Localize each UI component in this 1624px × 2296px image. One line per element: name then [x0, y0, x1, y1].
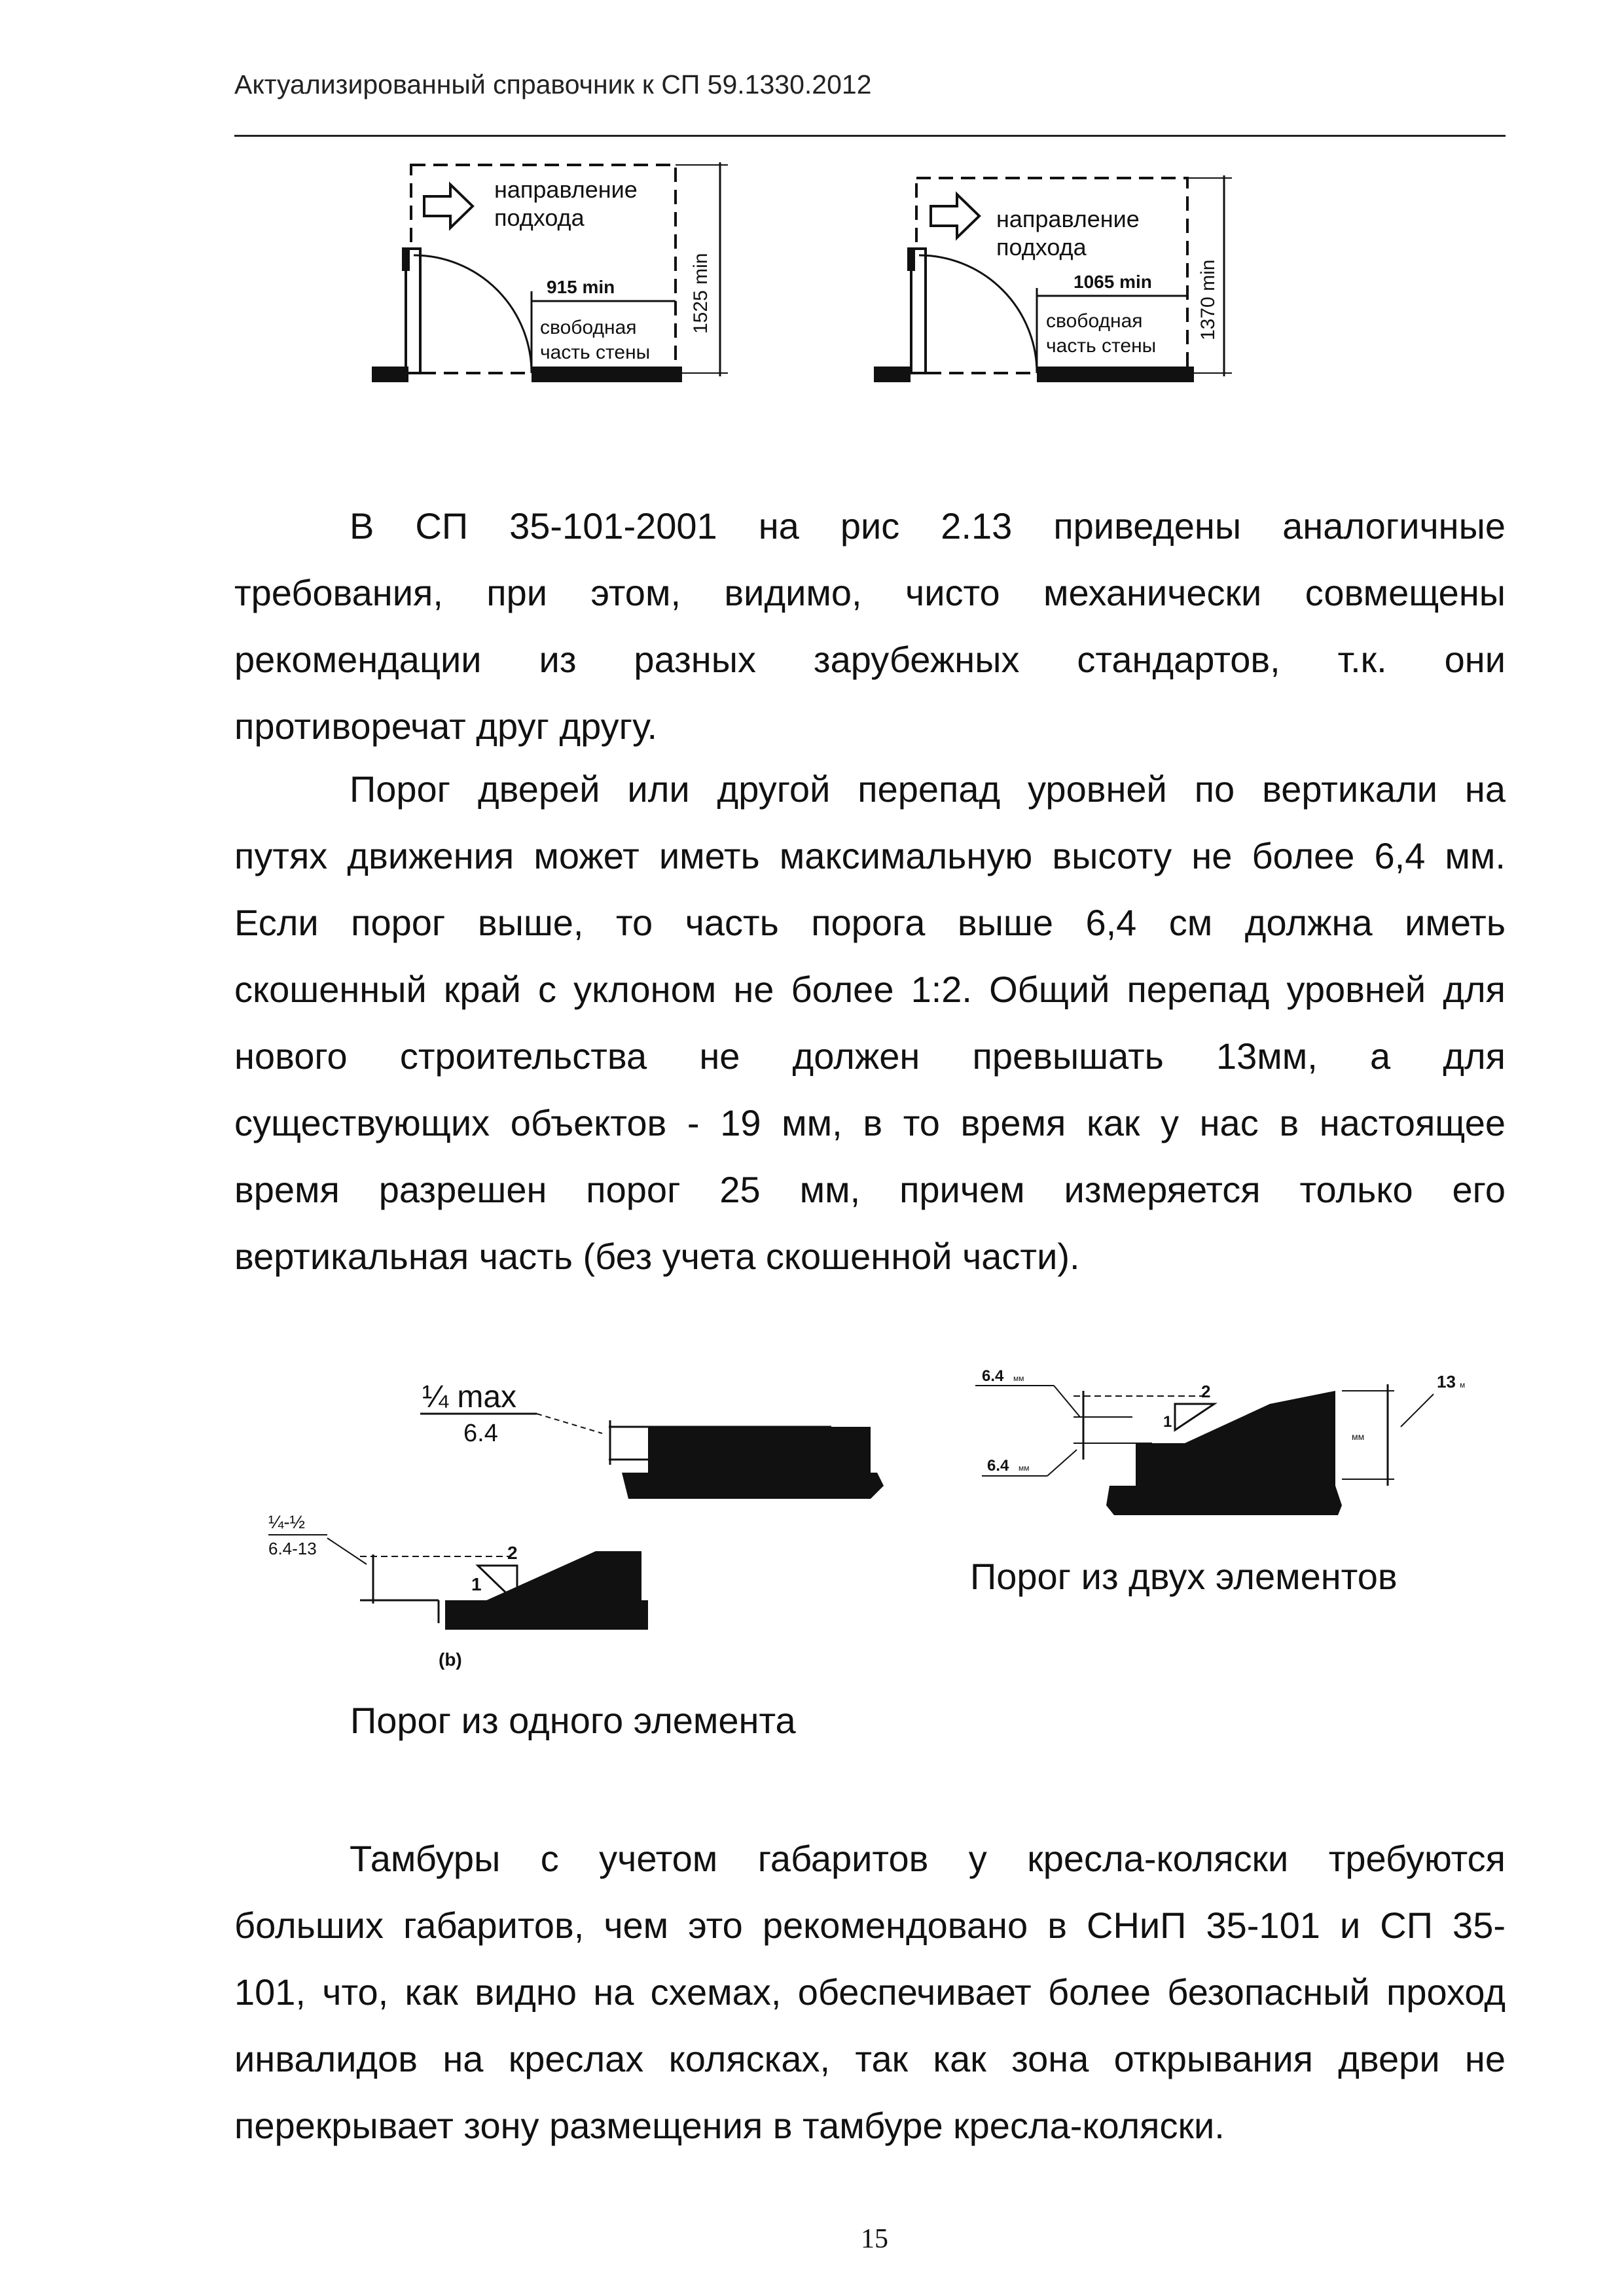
text-line: В СП 35-101-2001 на рис 2.13 приведены аналогичные: [350, 505, 1506, 547]
bottom-dim-label: 6.4: [987, 1457, 1009, 1475]
direction-label: направление: [996, 206, 1140, 232]
text-line: время разрешен порог 25 мм, причем измеряется только его: [234, 1169, 1506, 1210]
text-line: противоречат друг другу.: [234, 706, 658, 747]
text-line: вертикальная часть (без учета скошенной части).: [234, 1236, 1080, 1277]
paragraph-3: [234, 1825, 1506, 2159]
free-wall-label: часть стены: [540, 342, 651, 363]
slope-run: 2: [1201, 1382, 1211, 1401]
bottom-unit-label: мм: [1019, 1463, 1030, 1473]
header-rule: [234, 135, 1506, 137]
page-number: 15: [861, 2224, 888, 2254]
top-unit-label: мм: [1013, 1374, 1024, 1383]
vestibule-plan-left: [372, 162, 728, 382]
paragraph-1: [234, 493, 1506, 760]
direction-label: направление: [494, 176, 638, 203]
threshold-double-figure: [943, 1365, 1506, 1515]
depth-dimension: 1370 min: [1197, 259, 1219, 340]
quarter-max-label: ¼ max: [422, 1380, 517, 1414]
text-line: Тамбуры с учетом габаритов у кресла-коляски требуются: [350, 1838, 1506, 1879]
text-line: путях движения может иметь максимальную высоту не более 6,4 мм.: [234, 835, 1506, 876]
vestibule-plans-figure: [367, 151, 1270, 399]
wall-segment: [874, 367, 911, 382]
slope-rise: 1: [471, 1574, 482, 1594]
range-mm-label: 6.4-13: [268, 1539, 317, 1558]
threshold-single-figure: [255, 1368, 910, 1682]
arrow-icon: [931, 194, 979, 238]
paragraph-2: [234, 756, 1506, 1290]
caption-two-elements: Порог из двух элементов: [970, 1556, 1398, 1597]
width-dimension: 915 min: [547, 277, 615, 297]
text-line: скошенный край с уклоном не более 1:2. Общий перепад уровней для: [234, 969, 1506, 1010]
floor-base: [445, 1600, 648, 1630]
total-label: 13: [1437, 1372, 1456, 1391]
caption-one-element: Порог из одного элемента: [350, 1700, 796, 1741]
quarter-mm-label: 6.4: [463, 1420, 498, 1447]
free-wall-label: часть стены: [1046, 335, 1157, 357]
free-wall-label: свободная: [1046, 310, 1143, 332]
slope-rise: 1: [1163, 1413, 1172, 1431]
width-dimension: 1065 min: [1074, 272, 1152, 292]
direction-label: подхода: [996, 234, 1087, 260]
text-line: требования, при этом, видимо, чисто механически совмещены: [234, 572, 1506, 613]
free-wall-label: свободная: [540, 317, 637, 338]
text-line: Порог дверей или другой перепад уровней по вертикали на: [350, 768, 1506, 810]
text-line: нового строительства не должен превышать 13мм, а для: [234, 1035, 1506, 1077]
panel-label: (b): [439, 1649, 462, 1670]
slope-triangle: [1175, 1404, 1214, 1430]
vestibule-plan-right: [874, 175, 1232, 382]
text-line: 101, что, как видно на схемах, обеспечивает более безопасный проход: [234, 1971, 1506, 2013]
slope-run: 2: [507, 1543, 518, 1563]
text-line: рекомендации из разных зарубежных стандартов, т.к. они: [234, 639, 1506, 680]
wall-segment: [1037, 367, 1194, 382]
text-line: больших габаритов, чем это рекомендовано в СНиП 35-101 и СП 35-: [234, 1905, 1506, 1946]
arrow-icon: [424, 185, 473, 228]
door-swing-arc: [414, 255, 532, 373]
text-line: перекрывает зону размещения в тамбуре кресла-коляски.: [234, 2105, 1225, 2146]
direction-label: подхода: [494, 204, 585, 231]
running-header: Актуализированный справочник к СП 59.1330.2012: [234, 69, 872, 99]
depth-dimension: 1525 min: [690, 253, 712, 334]
top-dim-label: 6.4: [982, 1367, 1004, 1385]
floor-base: [1106, 1486, 1342, 1515]
text-line: существующих объектов - 19 мм, в то время как у нас в настоящее: [234, 1102, 1506, 1143]
door-swing-arc: [919, 255, 1037, 373]
floor-base: [622, 1473, 884, 1499]
total-unit-label: м: [1460, 1380, 1466, 1390]
range-frac-label: ¼-½: [268, 1512, 306, 1532]
wall-segment: [532, 367, 682, 382]
mid-unit-label: мм: [1352, 1431, 1365, 1442]
wall-segment: [372, 367, 408, 382]
text-line: инвалидов на креслах колясках, так как зона открывания двери не: [234, 2038, 1506, 2079]
text-line: Если порог выше, то часть порога выше 6,4 см должна иметь: [234, 902, 1506, 943]
